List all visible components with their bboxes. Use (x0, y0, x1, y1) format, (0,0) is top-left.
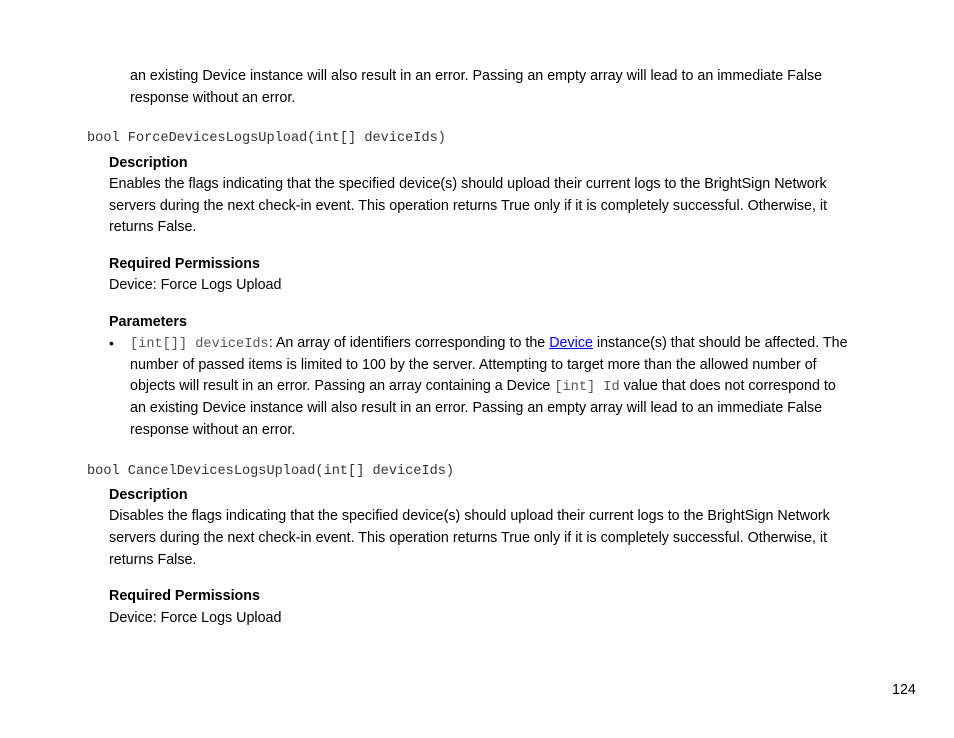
continuation-line-1: an existing Device instance will also result in an error. Passing an empty array will lead to an immediate False (130, 68, 823, 84)
description-line-1: Enables the flags indicating that the specified device(s) should upload their current logs to the BrightSign Network (109, 176, 827, 192)
continuation-line-2: response without an error. (130, 90, 296, 106)
description-line-3: returns False. (109, 219, 197, 235)
description-2-line-1: Disables the flags indicating that the specified device(s) should upload their current logs to the BrightSign Network (109, 508, 830, 524)
param-line-4: an existing Device instance will also result in an error. Passing an empty array will lead to an immediate False (130, 400, 823, 416)
param-line-2: number of passed items is limited to 100 by the server. Attempting to target more than the allowed number of (130, 357, 817, 373)
bullet-marker: • (109, 335, 114, 351)
param-line-3-code: [int] Id (554, 380, 620, 395)
permissions-heading-2: Required Permissions (109, 588, 260, 604)
param-text-after-link: instance(s) that should be affected. The (592, 335, 848, 351)
description-heading-2: Description (109, 487, 188, 503)
description-line-2: servers during the next check-in event. This operation returns True only if it is completely successful. Otherwise, it (109, 198, 828, 214)
permissions-heading: Required Permissions (109, 256, 260, 272)
permissions-value-2: Device: Force Logs Upload (109, 610, 282, 626)
description-2-line-3: returns False. (109, 552, 197, 568)
method-signature-cancel-upload: bool CancelDevicesLogsUpload(int[] deviceIds) (87, 464, 455, 479)
page-number: 124 (892, 682, 916, 698)
parameters-heading: Parameters (109, 314, 187, 330)
method-signature-force-upload: bool ForceDevicesLogsUpload(int[] deviceIds) (87, 131, 446, 146)
device-link[interactable]: Device (549, 335, 593, 351)
description-2-line-2: servers during the next check-in event. This operation returns True only if it is completely successful. Otherwise, it (109, 530, 828, 546)
param-line-1 (130, 334, 848, 354)
param-line-3 (130, 377, 836, 397)
description-heading: Description (109, 155, 188, 171)
param-line-5: response without an error. (130, 422, 296, 438)
param-line-3-before: objects will result in an error. Passing an array containing a Device (130, 378, 555, 394)
param-text-before-link: : An array of identifiers corresponding to the (268, 335, 550, 351)
param-code-name: [int[]] deviceIds (130, 337, 269, 352)
permissions-value: Device: Force Logs Upload (109, 277, 282, 293)
param-line-3-after: value that does not correspond to (619, 378, 836, 394)
